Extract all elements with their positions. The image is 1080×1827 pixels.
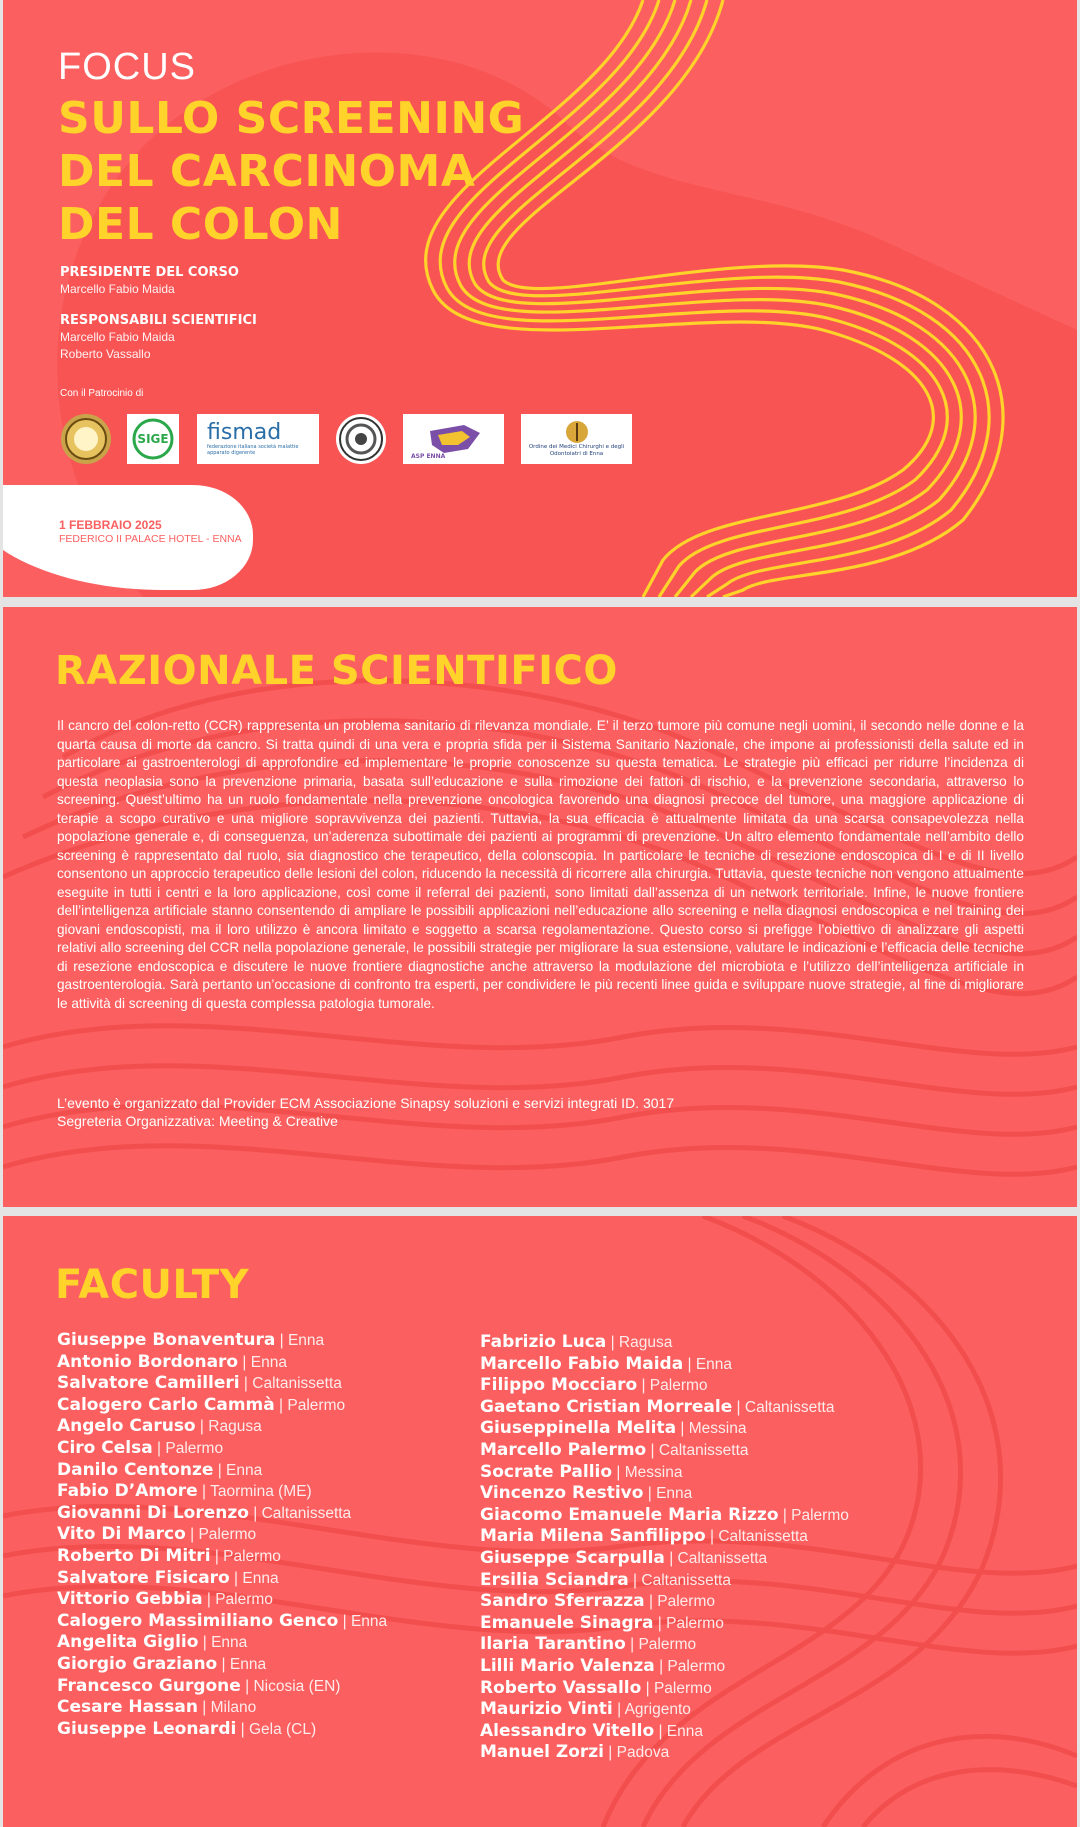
faculty-city: Caltanissetta — [252, 1375, 342, 1393]
faculty-name: Vittorio Gebbia — [57, 1589, 203, 1610]
faculty-row: Alessandro Vitello | Enna — [480, 1720, 703, 1741]
faculty-row: Calogero Massimiliano Genco | Enna — [57, 1610, 388, 1631]
faculty-city: Caltanissetta — [658, 1441, 749, 1459]
faculty-city: Palermo — [165, 1439, 224, 1457]
faculty-city: Palermo — [287, 1396, 346, 1414]
faculty-name: Giorgio Graziano — [57, 1653, 218, 1674]
faculty-heading: FACULTY — [55, 1262, 250, 1308]
asp-enna-text: ASP ENNA — [411, 453, 446, 460]
faculty-row: Ersilia Sciandra | Caltanissetta — [480, 1569, 731, 1590]
faculty-row: Marcello Fabio Maida | Enna — [480, 1353, 733, 1374]
faculty-row: Danilo Centonze | Enna — [57, 1459, 263, 1480]
faculty-city: Ragusa — [618, 1334, 673, 1351]
fismad-text: fismad — [207, 420, 282, 445]
faculty-row: Roberto Di Mitri | Palermo — [57, 1545, 281, 1566]
faculty-row: Salvatore Camilleri | Caltanissetta — [57, 1373, 342, 1394]
faculty-city: Enna — [211, 1634, 248, 1652]
faculty-row: Francesco Gurgone | Nicosia (EN) — [57, 1675, 341, 1696]
faculty-city: Palermo — [223, 1547, 281, 1565]
faculty-row: Manuel Zorzi | Padova — [480, 1742, 670, 1763]
faculty-name: Vincenzo Restivo — [480, 1483, 644, 1504]
faculty-name: Sandro Sferrazza — [480, 1591, 645, 1612]
faculty-row: Calogero Carlo Cammà | Palermo — [57, 1394, 346, 1415]
faculty-name: Marcello Palermo — [480, 1439, 647, 1460]
faculty-name: Salvatore Camilleri — [57, 1373, 240, 1394]
faculty-row: Giuseppinella Melita | Messina — [480, 1418, 747, 1439]
faculty-row: Angelo Caruso | Ragusa — [57, 1416, 262, 1437]
fismad-subtext: federazione italiana società malattie apparato digerente — [207, 444, 299, 456]
faculty-name: Marcello Fabio Maida — [480, 1353, 684, 1374]
scientific-label: RESPONSABILI SCIENTIFICI — [60, 313, 257, 328]
faculty-city: Caltanissetta — [261, 1504, 352, 1522]
faculty-name: Giuseppinella Melita — [480, 1418, 677, 1439]
faculty-row: Maria Milena Sanfilippo | Caltanissetta — [480, 1526, 808, 1547]
secretariat-line: Segreteria Organizzativa: Meeting & Creative — [57, 1113, 338, 1129]
faculty-name: Salvatore Fisicaro — [57, 1567, 230, 1588]
faculty-row: Cesare Hassan | Milano — [57, 1697, 257, 1718]
faculty-city: Palermo — [215, 1591, 273, 1609]
faculty-name: Calogero Massimiliano Genco — [57, 1610, 339, 1631]
sige-logo — [127, 414, 179, 464]
sige-text: SIGE — [137, 432, 169, 446]
faculty-name: Giacomo Emanuele Maria Rizzo — [480, 1504, 779, 1525]
faculty-city: Palermo — [649, 1377, 708, 1395]
title-line: DEL CARCINOMA — [58, 146, 476, 197]
faculty-city: Palermo — [198, 1526, 257, 1544]
circular-seal-icon — [338, 416, 384, 462]
faculty-row: Gaetano Cristian Morreale | Caltanissetta — [480, 1396, 835, 1417]
event-venue: FEDERICO II PALACE HOTEL - ENNA — [59, 533, 242, 545]
faculty-name: Ersilia Sciandra — [480, 1569, 629, 1590]
faculty-name: Fabio D’Amore — [57, 1481, 198, 1502]
organizer-info — [57, 1094, 674, 1130]
rationale-heading: RAZIONALE SCIENTIFICO — [55, 648, 618, 694]
faculty-name: Francesco Gurgone — [57, 1675, 241, 1696]
faculty-city: Enna — [226, 1461, 263, 1479]
faculty-name: Maurizio Vinti — [480, 1699, 613, 1720]
scientific-name: Roberto Vassallo — [60, 347, 151, 361]
faculty-name: Antonio Bordonaro — [57, 1351, 239, 1372]
faculty-name: Ilaria Tarantino — [480, 1634, 626, 1655]
faculty-row: Antonio Bordonaro | Enna — [57, 1351, 287, 1372]
faculty-city: Enna — [229, 1655, 267, 1673]
circular-seal-logo — [336, 414, 386, 464]
faculty-row: Ciro Celsa | Palermo — [57, 1437, 224, 1458]
faculty-row: Lilli Mario Valenza | Palermo — [480, 1655, 726, 1676]
faculty-row: Giacomo Emanuele Maria Rizzo | Palermo — [480, 1504, 849, 1525]
faculty-name: Gaetano Cristian Morreale — [480, 1396, 733, 1417]
faculty-city: Nicosia (EN) — [253, 1677, 341, 1695]
faculty-city: Caltanissetta — [641, 1571, 731, 1589]
faculty-city: Messina — [624, 1463, 683, 1481]
ordine-text: Ordine dei Medici Chirurghi e degli Odontoiatri di Enna — [528, 444, 625, 457]
faculty-name: Giuseppe Bonaventura — [57, 1330, 276, 1350]
provider-line: L’evento è organizzato dal Provider ECM Associazione Sinapsy soluzioni e servizi integrati ID. 3017 — [57, 1095, 675, 1111]
faculty-city: Enna — [250, 1353, 287, 1371]
faculty-name: Alessandro Vitello — [480, 1720, 655, 1741]
faculty-name: Roberto Vassallo — [480, 1677, 642, 1698]
faculty-row: Socrate Pallio | Messina — [480, 1461, 683, 1482]
faculty-city: Ragusa — [208, 1418, 262, 1436]
event-title — [58, 92, 524, 251]
president-label: PRESIDENTE DEL CORSO — [60, 265, 239, 280]
faculty-name: Giuseppe Scarpulla — [480, 1547, 665, 1568]
president-name: Marcello Fabio Maida — [60, 282, 175, 296]
faculty-row: Giuseppe Leonardi | Gela (CL) — [57, 1718, 317, 1739]
faculty-row: Filippo Mocciaro | Palermo — [480, 1375, 708, 1396]
scientific-name: Marcello Fabio Maida — [60, 330, 175, 344]
faculty-city: Caltanissetta — [744, 1398, 835, 1416]
faculty-name: Ciro Celsa — [57, 1437, 153, 1458]
faculty-city: Gela (CL) — [248, 1720, 317, 1738]
faculty-city: Caltanissetta — [718, 1528, 808, 1546]
faculty-name: Socrate Pallio — [480, 1461, 613, 1482]
faculty-row: Giuseppe Scarpulla | Caltanissetta — [480, 1547, 768, 1568]
universita-kore-seal — [61, 414, 111, 464]
faculty-row: Vittorio Gebbia | Palermo — [57, 1589, 273, 1610]
faculty-name: Emanuele Sinagra — [480, 1612, 654, 1633]
title-line: SULLO SCREENING — [58, 93, 525, 144]
faculty-city: Messina — [688, 1420, 747, 1438]
seal-icon — [64, 417, 108, 461]
faculty-row: Ilaria Tarantino | Palermo — [480, 1634, 697, 1655]
caduceus-icon — [565, 420, 589, 444]
faculty-row: Emanuele Sinagra | Palermo — [480, 1612, 724, 1633]
faculty-city: Enna — [242, 1569, 279, 1587]
faculty-city: Enna — [666, 1722, 703, 1740]
faculty-name: Filippo Mocciaro — [480, 1375, 638, 1396]
cover-panel — [3, 0, 1077, 597]
faculty-name: Roberto Di Mitri — [57, 1545, 211, 1566]
faculty-name: Cesare Hassan — [57, 1697, 198, 1718]
fismad-logo — [197, 414, 319, 464]
faculty-row: Vito Di Marco | Palermo — [57, 1524, 257, 1545]
faculty-city: Palermo — [667, 1657, 726, 1675]
ordine-medici-logo — [521, 414, 632, 464]
faculty-row: Vincenzo Restivo | Enna — [480, 1483, 693, 1504]
faculty-name: Maria Milena Sanfilippo — [480, 1526, 706, 1547]
faculty-row: Giorgio Graziano | Enna — [57, 1653, 267, 1674]
event-date: 1 FEBBRAIO 2025 — [59, 518, 162, 532]
faculty-name: Angelita Giglio — [57, 1632, 199, 1653]
asp-enna-logo — [403, 414, 504, 464]
faculty-city: Enna — [695, 1355, 733, 1373]
patronage-label: Con il Patrocinio di — [60, 388, 144, 399]
faculty-city: Enna — [656, 1485, 693, 1503]
faculty-column-right — [480, 1332, 849, 1764]
faculty-city: Enna — [350, 1612, 388, 1630]
faculty-name: Vito Di Marco — [57, 1524, 186, 1545]
faculty-row: Maurizio Vinti | Agrigento — [480, 1699, 691, 1720]
faculty-name: Calogero Carlo Cammà — [57, 1394, 275, 1415]
faculty-row: Giovanni Di Lorenzo | Caltanissetta — [57, 1502, 352, 1523]
rationale-text — [57, 717, 1024, 1013]
faculty-name: Danilo Centonze — [57, 1459, 214, 1480]
faculty-city: Agrigento — [624, 1701, 691, 1719]
faculty-name: Angelo Caruso — [57, 1416, 196, 1437]
faculty-row: Marcello Palermo | Caltanissetta — [480, 1439, 749, 1460]
faculty-row: Giuseppe Bonaventura | Enna — [57, 1330, 325, 1350]
faculty-row: Sandro Sferrazza | Palermo — [480, 1591, 715, 1612]
faculty-city: Milano — [210, 1699, 257, 1717]
faculty-row: Salvatore Fisicaro | Enna — [57, 1567, 279, 1588]
faculty-city: Padova — [616, 1744, 670, 1762]
faculty-city: Enna — [287, 1332, 325, 1349]
faculty-row: Fabrizio Luca | Ragusa — [480, 1332, 673, 1352]
faculty-city: Palermo — [657, 1593, 715, 1611]
faculty-city: Taormina (ME) — [210, 1483, 312, 1501]
faculty-row: Fabio D’Amore | Taormina (ME) — [57, 1481, 312, 1502]
faculty-row: Roberto Vassallo | Palermo — [480, 1677, 712, 1698]
faculty-city: Palermo — [666, 1614, 724, 1632]
scientific-names — [60, 329, 175, 363]
faculty-column-left — [57, 1330, 387, 1740]
rationale-paragraph: Il cancro del colon-retto (CCR) rappresenta un problema sanitario di rilevanza mondiale. E’ il terzo tumore più comune negli uomini, il secondo nelle donne e la quarta causa di morte da cancro. Si tratta quindi di una vera e propria sfida per il Sistema Sanitario Nazionale, che impone ai professionisti della salute ed in particolare ai gastroenterologi di approfondire ed implementare le proprie conoscenze su questa tematica. Le strategie più efficaci per ridurre l’incidenza di questa neoplasia sono la prevenzione primaria, basata sull’educazione e sulla rimozione dei fattori di rischio, e la prevenzione secondaria, attraverso lo screening. Quest’ultimo ha un ruolo fondamentale nella prevenzione oncologica favorendo una diagnosi precoce del tumore, una maggiore applicazione di terapie a scopo curativo e una migliore sopravvivenza dei pazienti. Tuttavia, la sua efficacia è attualmente limitata da una scarsa consapevolezza nella popolazione generale e, di conseguenza, un’aderenza subottimale dei pazienti ai programmi di prevenzione. Un altro elemento fondamentale nell’ambito dello screening è rappresentato dal ruolo, sia diagnostico che terapeutico, della colonscopia. In particolare le tecniche di resezione endoscopica di I e di II livello consentono un approccio terapeutico delle lesioni del colon, riducendo la necessità di ricorrere alla chirurgia. Tuttavia, queste tecniche non vengono attualmente eseguite in tutti i centri e la loro applicazione, così come il referral dei pazienti, sono limitati dall’assenza di un network territoriale. Infine, le nuove frontiere dell’intelligenza artificiale stanno consentendo di ampliare le possibili applicazioni nell’educazione allo screening e nella diagnosi endoscopica e nel training dei giovani endoscopisti, ma il loro utilizzo è ancora limitato e soggetto a scarsa regolamentazione. Questo corso si prefigge l’obiettivo di analizzare gli aspetti relativi allo screening del CCR nella popolazione generale, le possibili strategie per migliorare la sua estensione, valutare le indicazioni e l’efficacia delle tecniche di resezione endoscopica e discutere le nuove frontiere diagnostiche anche attraverso la modulazione del microbiota e l’utilizzo dell’intelligenza artificiale in gastroenterologia. Sarà pertanto un’occasione di confronto tra esperti, per condividere le più recenti linee guida e sviluppare nuove strategie, al fine di migliorare le attività di screening di questa complessa patologia tumorale. — [57, 718, 1024, 1011]
faculty-row: Angelita Giglio | Enna — [57, 1632, 248, 1653]
faculty-city: Palermo — [638, 1636, 697, 1654]
faculty-name: Manuel Zorzi — [480, 1742, 604, 1763]
faculty-name: Giuseppe Leonardi — [57, 1718, 237, 1739]
faculty-city: Palermo — [653, 1679, 712, 1697]
faculty-name: Lilli Mario Valenza — [480, 1655, 655, 1676]
faculty-city: Palermo — [791, 1506, 849, 1524]
faculty-city: Caltanissetta — [677, 1549, 768, 1567]
title-line: DEL COLON — [58, 199, 343, 250]
kicker: FOCUS — [58, 46, 196, 88]
faculty-name: Fabrizio Luca — [480, 1332, 607, 1352]
faculty-name: Giovanni Di Lorenzo — [57, 1502, 249, 1523]
